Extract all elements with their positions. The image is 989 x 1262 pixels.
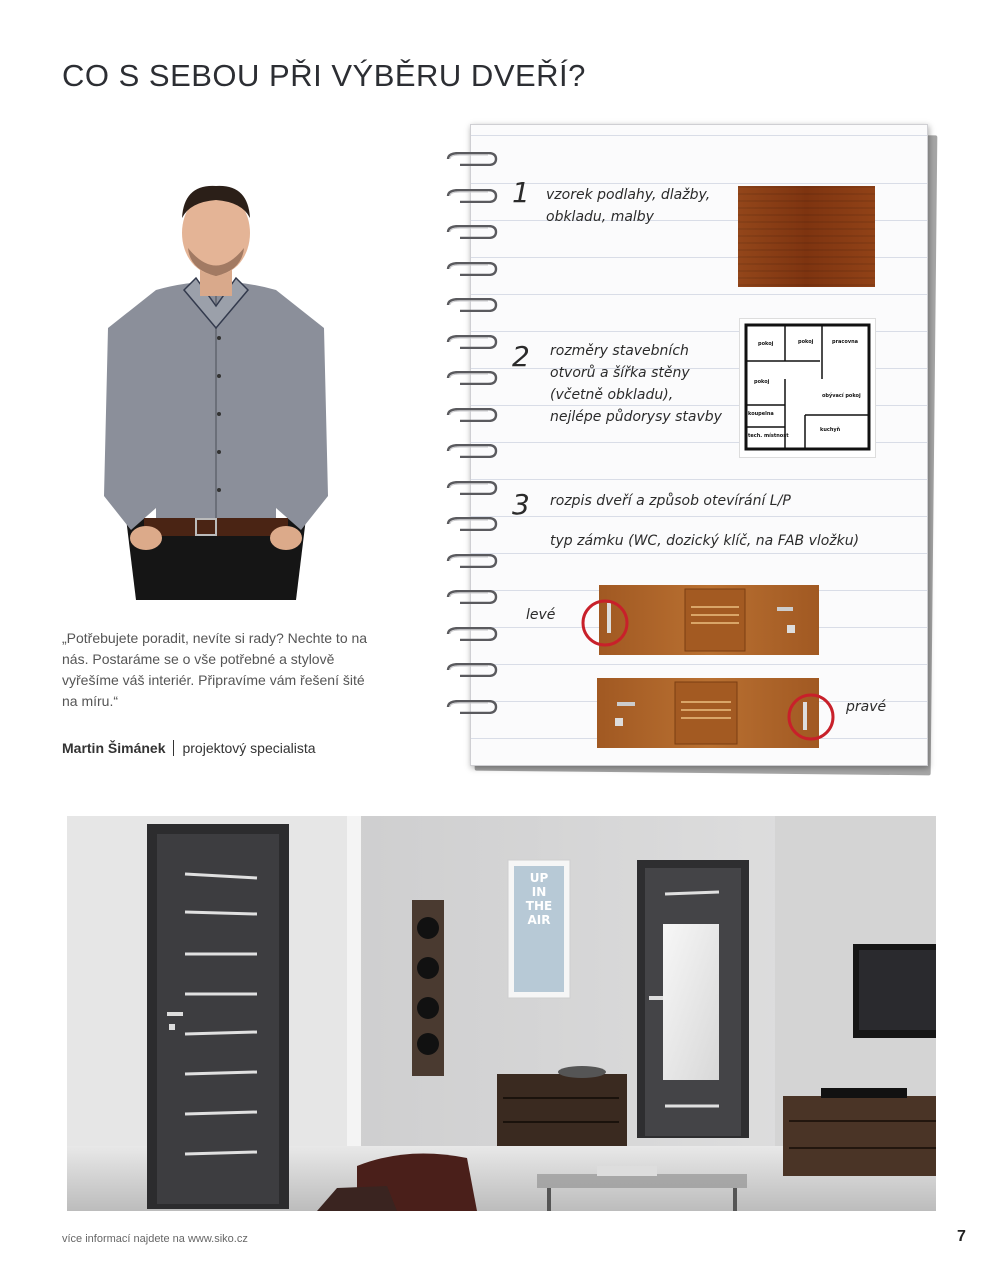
signature-divider <box>173 740 174 756</box>
spiral-ring <box>444 152 498 166</box>
wood-sample <box>738 186 875 287</box>
item-2-text <box>550 340 722 428</box>
poster-word-3: THE <box>525 899 553 913</box>
plan-room-5: obývací pokoj <box>822 393 861 399</box>
spiral-ring <box>444 371 498 385</box>
floor-plan <box>739 318 876 458</box>
item-1-line-2: obkladu, malby <box>546 209 654 225</box>
spiral-ring <box>444 663 498 677</box>
right-door-label: pravé <box>846 699 887 715</box>
spiral-ring <box>444 298 498 312</box>
item-2-line-4: nejlépe půdorysy stavby <box>550 409 722 425</box>
interior-photo <box>67 816 936 1211</box>
item-3-line-1: rozpis dveří a způsob otevírání L/P <box>550 493 791 509</box>
poster-word-4: AIR <box>527 913 551 927</box>
signature <box>62 740 316 756</box>
item-2-line-2: otvorů a šířka stěny <box>550 365 690 381</box>
spiral-ring <box>444 554 498 568</box>
left-door-hinge-circle <box>580 598 630 648</box>
plan-room-6: koupelna <box>748 411 774 417</box>
plan-room-3: pracovna <box>832 339 859 345</box>
item-3-line-2: typ zámku (WC, dozický klíč, na FAB vložku) <box>550 533 860 549</box>
spiral-ring <box>444 262 498 276</box>
signature-role: projektový specialista <box>182 740 316 756</box>
left-door-drawing <box>599 585 819 655</box>
spiral-ring <box>444 189 498 203</box>
item-1-text <box>546 184 710 228</box>
plan-room-4: pokoj <box>754 379 770 385</box>
spiral-ring <box>444 590 498 604</box>
item-2-line-1: rozměry stavebních <box>550 343 689 359</box>
quote-text: „Potřebujete poradit, nevíte si rady? Nechte to na nás. Postaráme se o vše potřebné a stylově vyřešíme váš interiér. Připravíme vám řešení šité na míru.“ <box>62 630 368 709</box>
page-title: CO S SEBOU PŘI VÝBĚRU DVEŘÍ? <box>62 58 586 93</box>
plan-room-1: pokoj <box>758 341 774 347</box>
item-number-3: 3 <box>512 488 530 521</box>
item-number-1: 1 <box>512 176 530 209</box>
plan-room-8: tech. místnost <box>748 433 789 439</box>
plan-room-7: kuchyň <box>820 427 841 433</box>
spiral-ring <box>444 225 498 239</box>
poster-word-2: IN <box>531 885 547 899</box>
spiral-ring <box>444 627 498 641</box>
page-number: 7 <box>957 1228 966 1245</box>
signature-name: Martin Šimánek <box>62 740 166 756</box>
item-2-line-3: (včetně obkladu), <box>550 387 674 403</box>
footer-text: více informací najdete na www.siko.cz <box>62 1233 248 1245</box>
spiral-ring <box>444 444 498 458</box>
spiral-ring <box>444 408 498 422</box>
left-door-label: levé <box>526 607 556 623</box>
spiral-ring <box>444 700 498 714</box>
plan-room-2: pokoj <box>798 339 814 345</box>
spiral-ring <box>444 481 498 495</box>
right-door-hinge-circle <box>786 692 836 742</box>
spiral-ring <box>444 335 498 349</box>
item-1-line-1: vzorek podlahy, dlažby, <box>546 187 711 203</box>
specialist-photo <box>96 178 336 600</box>
item-number-2: 2 <box>512 340 530 373</box>
poster-word-1: UP <box>529 871 549 885</box>
spiral-ring <box>444 517 498 531</box>
